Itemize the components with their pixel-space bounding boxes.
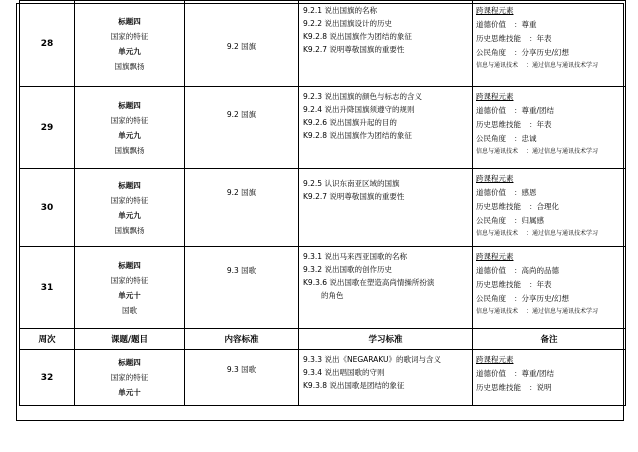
lesson-plan-table (19, 0, 626, 406)
content-standard: 9.2 国旗 (185, 169, 299, 247)
notes-heading: 跨课程元素 (476, 252, 514, 261)
topic-cell (75, 350, 185, 406)
note-item: 公民角度 ：忠诚 (476, 134, 537, 143)
learning-objectives (299, 247, 473, 329)
learning-objectives (299, 1, 473, 87)
note-item: 公民角度 ：分享历史/幻想 (476, 48, 570, 57)
topic-subtitle: 国家的特征 (110, 275, 149, 285)
note-tech: 信息与通讯技术 ：通过信息与通讯技术学习 (476, 62, 599, 69)
objective: 9.2.1 说出国旗的名称 (303, 6, 377, 15)
note-item: 历史思维技能 ：年表 (476, 120, 552, 129)
topic-subtitle: 国家的特征 (110, 195, 149, 205)
objective: K9.3.6 说出国歌在塑造高尚情操所扮演 (303, 278, 435, 287)
topic-title: 标题四 (118, 180, 141, 190)
note-item: 公民角度 ：归属感 (476, 216, 544, 225)
header-topic: 课题/题目 (75, 329, 185, 350)
notes-cell (473, 169, 626, 247)
note-item: 历史思维技能 ：合理化 (476, 202, 559, 211)
note-tech: 信息与通讯技术 ：通过信息与通讯技术学习 (476, 148, 599, 155)
objective: 9.3.1 说出马来西亚国歌的名称 (303, 252, 407, 261)
topic-unit-name: 国旗飘扬 (114, 225, 145, 235)
notes-heading: 跨课程元素 (476, 6, 514, 15)
content-standard: 9.2 国旗 (185, 1, 299, 87)
table-row (20, 247, 626, 329)
topic-cell (75, 1, 185, 87)
topic-unit-name: 国旗飘扬 (114, 145, 145, 155)
topic-title: 标题四 (118, 16, 141, 26)
notes-cell (473, 1, 626, 87)
note-tech: 信息与通讯技术 ：通过信息与通讯技术学习 (476, 308, 599, 315)
topic-unit: 单元十 (118, 290, 141, 300)
topic-title: 标题四 (118, 100, 141, 110)
topic-unit: 单元九 (118, 210, 141, 220)
notes-cell (473, 87, 626, 169)
week-cell: 30 (20, 169, 75, 247)
week-cell: 32 (20, 350, 75, 406)
note-item: 道德价值 ：尊重 (476, 20, 537, 29)
week-cell: 28 (20, 1, 75, 87)
topic-unit-name: 国歌 (122, 305, 137, 315)
topic-unit: 单元九 (118, 46, 141, 56)
header-note: 备注 (473, 329, 626, 350)
objective: 9.3.3 说出《NEGARAKU》的歌词与含义 (303, 355, 442, 364)
topic-subtitle: 国家的特征 (110, 115, 149, 125)
topic-unit-name: 国旗飘扬 (114, 61, 145, 71)
week-cell: 31 (20, 247, 75, 329)
table-row (20, 87, 626, 169)
learning-objectives (299, 350, 473, 406)
notes-cell (473, 247, 626, 329)
notes-heading: 跨课程元素 (476, 92, 514, 101)
header-week: 周次 (20, 329, 75, 350)
objective: K9.2.6 说出国旗升起的目的 (303, 118, 397, 127)
objective: 的角色 (321, 291, 344, 300)
topic-subtitle: 国家的特征 (110, 31, 149, 41)
notes-cell (473, 350, 626, 406)
topic-title: 标题四 (118, 358, 141, 367)
note-item: 道德价值 ：感恩 (476, 188, 537, 197)
table-row (20, 1, 626, 87)
note-tech: 信息与通讯技术 ：通过信息与通讯技术学习 (476, 230, 599, 237)
note-item: 道德价值 ：高尚的品德 (476, 266, 559, 275)
objective: 9.3.4 说出唱国歌的守则 (303, 368, 385, 377)
content-standard: 9.3 国歌 (185, 350, 299, 406)
note-item: 公民角度 ：分享历史/幻想 (476, 294, 570, 303)
note-item: 历史思维技能 ：说明 (476, 383, 552, 392)
content-standard: 9.2 国旗 (185, 87, 299, 169)
learning-objectives (299, 169, 473, 247)
objective: K9.2.8 说出国旗作为团结的象征 (303, 32, 412, 41)
topic-subtitle: 国家的特征 (110, 373, 149, 382)
table-row (20, 169, 626, 247)
objective: K9.2.7 说明尊敬国旗的重要性 (303, 192, 405, 201)
objective: 9.2.5 认识东南亚区域的国旗 (303, 179, 400, 188)
topic-cell (75, 87, 185, 169)
objective: 9.3.2 说出国歌的创作历史 (303, 265, 392, 274)
notes-heading: 跨课程元素 (476, 174, 514, 183)
learning-objectives (299, 87, 473, 169)
table-header-row (20, 329, 626, 350)
header-objective: 学习标准 (299, 329, 473, 350)
note-item: 历史思维技能 ：年表 (476, 280, 552, 289)
topic-unit: 单元九 (118, 130, 141, 140)
note-item: 道德价值 ：尊重/团结 (476, 106, 555, 115)
topic-title: 标题四 (118, 260, 141, 270)
topic-cell (75, 169, 185, 247)
objective: 9.2.2 说出国旗设计的历史 (303, 19, 392, 28)
objective: 9.2.4 说出升降国旗须遵守的规则 (303, 105, 415, 114)
objective: 9.2.3 说出国旗的颜色与标志的含义 (303, 92, 422, 101)
objective: K9.2.8 说出国旗作为团结的象征 (303, 131, 412, 140)
topic-unit: 单元十 (118, 388, 141, 397)
header-standard: 内容标准 (185, 329, 299, 350)
objective: K9.3.8 说出国歌是团结的象征 (303, 381, 405, 390)
notes-heading: 跨课程元素 (476, 355, 514, 364)
table-row (20, 350, 626, 406)
content-standard: 9.3 国歌 (185, 247, 299, 329)
week-cell: 29 (20, 87, 75, 169)
note-item: 历史思维技能 ：年表 (476, 34, 552, 43)
topic-cell (75, 247, 185, 329)
note-item: 道德价值 ：尊重/团结 (476, 369, 555, 378)
objective: K9.2.7 说明尊敬国旗的重要性 (303, 45, 405, 54)
